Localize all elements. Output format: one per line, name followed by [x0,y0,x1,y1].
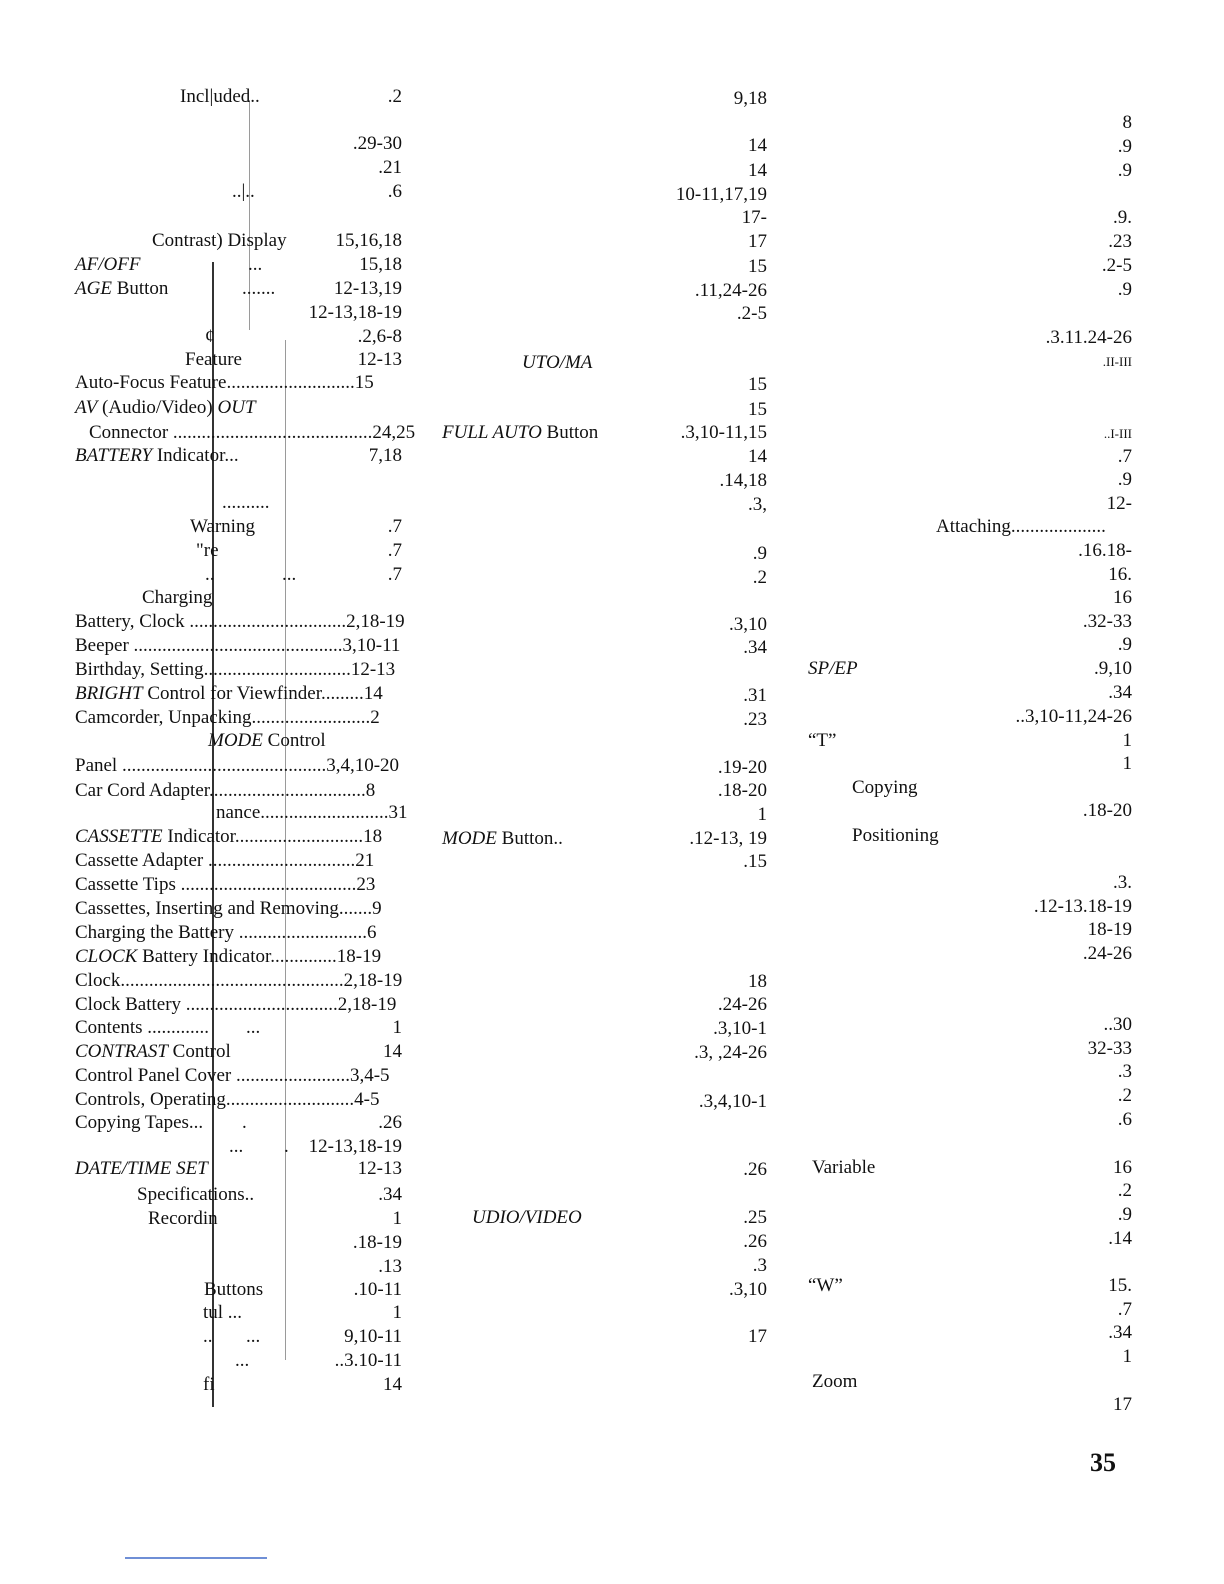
index-entry-text: .. [203,1326,213,1347]
index-entry-text: .7 [1117,1299,1132,1320]
index-entry-text: .9 [1117,1204,1132,1225]
index-entry-text: 9,10-11 [344,1326,402,1347]
index-entry-text: .9,10 [1094,658,1132,679]
index-entry-text: .12-13.18-19 [1033,896,1132,917]
index-entry-text: ... [248,254,263,275]
index-entry-text: .26 [743,1231,767,1252]
index-entry-text: .3,10-1 [713,1018,767,1039]
index-entry-text: .31 [743,685,767,706]
index-entry-text: .14,18 [719,470,767,491]
index-entry-text: 17 [748,231,767,252]
index-entry-text: 15. [1108,1275,1132,1296]
index-entry-text: .34 [1108,682,1132,703]
index-entry-text: tul ... [203,1302,243,1323]
index-entry-text: .7 [1117,446,1132,467]
index-entry-text: .7 [387,564,402,585]
index-entry-text: Birthday, Setting...............................12-13 [75,659,396,680]
index-entry-text: 12-13 [357,349,402,370]
index-entry-text: 17 [1113,1394,1132,1415]
index-entry-text: Beeper ............................................3,10-11 [75,635,401,656]
index-entry-text: Specifications.. [137,1184,255,1205]
index-entry-text: CASSETTE Indicator...........................18 [75,826,383,847]
index-entry-text: Auto-Focus Feature...........................15 [75,372,374,393]
index-entry-text: .24-26 [1082,943,1132,964]
index-entry-text: .3,10-11,15 [680,422,767,443]
footer-link-underline [125,1557,267,1559]
index-entry-text: 1 [757,804,767,825]
index-entry-text: fi [203,1374,215,1395]
index-entry-text: ..30 [1103,1014,1132,1035]
index-entry-text: . [284,1136,289,1157]
index-entry-text: .34 [378,1184,402,1205]
index-entry-text: CLOCK Battery Indicator..............18-19 [75,946,382,967]
index-entry-text: ..I-III [1103,426,1132,441]
index-entry-text: 14 [383,1374,402,1395]
index-entry-text: Copying Tapes... [75,1112,204,1133]
index-entry-text: BRIGHT Control for Viewfinder.........14 [75,683,383,704]
index-entry-text: .34 [743,637,767,658]
index-entry-text: .2,6-8 [357,326,402,347]
index-entry-text: .32-33 [1082,611,1132,632]
index-entry-text: .6 [387,181,402,202]
index-entry-text: Battery, Clock .................................2,18-19 [75,611,405,632]
index-entry-text: UTO/MA [522,352,593,373]
index-entry-text: .16.18- [1078,540,1132,561]
index-entry-text: 14 [748,135,767,156]
index-entry-text: BATTERY Indicator... [75,445,239,466]
index-entry-text: .......... [222,492,270,513]
index-entry-text: .13 [378,1256,402,1277]
index-entry-text: ..3.10-11 [334,1350,402,1371]
index-entry-text: 8 [1122,112,1132,133]
index-entry-text: Variable [812,1157,876,1178]
index-entry-text: 14 [748,446,767,467]
index-entry-text: UDIO/VIDEO [472,1207,582,1228]
index-entry-text: 1 [392,1208,402,1229]
index-entry-text: Feature [185,349,242,370]
index-entry-text: 15,18 [359,254,402,275]
index-entry-text: .. [205,564,215,585]
index-entry-text: .9 [1117,160,1132,181]
index-entry-text: 1 [392,1302,402,1323]
index-entry-text: Car Cord Adapter.................................8 [75,780,376,801]
index-entry-text: .23 [1108,231,1132,252]
index-entry-text: .34 [1108,1322,1132,1343]
index-entry-text: Cassette Tips .....................................23 [75,874,376,895]
index-entry-text: .26 [378,1112,402,1133]
index-entry-text: .2-5 [736,303,767,324]
index-entry-text: CONTRAST Control [75,1041,231,1062]
index-entry-text: .25 [743,1207,767,1228]
index-entry-text: .7 [387,516,402,537]
index-entry-text: .11,24-26 [694,280,767,301]
index-entry-text: Contents ............. [75,1017,210,1038]
index-entry-text: Attaching.................... [936,516,1106,537]
index-entry-text: .3 [1117,1061,1132,1082]
index-entry-text: 1 [1122,730,1132,751]
index-entry-text: 18-19 [1087,919,1132,940]
index-entry-text: Buttons [204,1279,264,1300]
index-entry-text: 16 [1113,1157,1132,1178]
index-entry-text: 17- [741,207,767,228]
index-entry-text: .2-5 [1101,255,1132,276]
index-entry-text: Cassette Adapter ...............................21 [75,850,375,871]
index-entry-text: nance...........................31 [216,802,408,823]
index-entry-text: Cassettes, Inserting and Removing.......9 [75,898,382,919]
index-entry-text: 1 [1122,1346,1132,1367]
index-entry-text: 14 [748,160,767,181]
index-entry-text: .3,10 [729,1279,767,1300]
index-entry-text: .19-20 [717,757,767,778]
index-entry-text: ... [229,1136,244,1157]
index-entry-text: ... [282,564,297,585]
index-entry-text: 12-13,18-19 [308,302,402,323]
index-entry-text: ... [235,1350,250,1371]
index-entry-text: 12-13,19 [333,278,402,299]
index-entry-text: 15 [748,374,767,395]
index-entry-text: .II-III [1102,354,1132,369]
index-entry-text: Charging [142,587,213,608]
index-entry-text: Connector ..........................................24,25 [89,422,416,443]
index-entry-text: Incl|uded.. [180,86,260,107]
index-entry-text: Clock...............................................2,18-19 [75,970,403,991]
index-entry-text: Zoom [812,1371,858,1392]
index-entry-text: .29-30 [352,133,402,154]
index-entry-text: Warning [190,516,255,537]
index-entry-text: ... [246,1017,261,1038]
index-entry-text: Control Panel Cover ........................3,4-5 [75,1065,390,1086]
index-entry-text: .3 [752,1255,767,1276]
index-entry-text: Contrast) Display [152,230,287,251]
index-entry-text: .21 [378,157,402,178]
index-entry-text: SP/EP [808,658,858,679]
index-entry-text: .24-26 [717,994,767,1015]
index-entry-text: Positioning [852,825,939,846]
index-entry-text: Panel ...........................................3,4,10-20 [75,755,400,776]
index-entry-text: .3, ,24-26 [694,1042,767,1063]
index-entry-text: .23 [743,709,767,730]
index-entry-text: .7 [387,540,402,561]
index-entry-text: 1 [1122,753,1132,774]
index-entry-text: .9 [1117,279,1132,300]
index-entry-text: .9. [1113,207,1132,228]
index-entry-text: 12- [1106,493,1132,514]
index-entry-text: ....... [242,278,276,299]
index-entry-text: Charging the Battery ...........................6 [75,922,377,943]
index-entry-text: Camcorder, Unpacking.........................2 [75,707,380,728]
index-entry-text: .18-20 [717,780,767,801]
index-entry-text: 32-33 [1087,1038,1132,1059]
index-entry-text: 7,18 [368,445,402,466]
index-entry-text: .2 [387,86,402,107]
index-entry-text: AF/OFF [75,254,141,275]
index-entry-text: AGE Button [75,278,169,299]
index-entry-text: DATE/TIME SET [75,1158,208,1179]
index-entry-text: .3, [748,494,767,515]
index-entry-text: FULL AUTO Button [442,422,599,443]
index-entry-text: .2 [752,567,767,588]
index-entry-text: .2 [1117,1085,1132,1106]
index-entry-text: ..|.. [232,181,255,202]
index-entry-text: .9 [1117,634,1132,655]
index-entry-text: .18-19 [352,1232,402,1253]
index-entry-text: 17 [748,1326,767,1347]
index-entry-text: 16 [1113,587,1132,608]
index-entry-text: .12-13, 19 [689,828,767,849]
index-entry-text: 12-13 [357,1158,402,1179]
index-entry-text: 14 [383,1041,402,1062]
index-entry-text: MODE Control [208,730,326,751]
index-entry-text: 15,16,18 [335,230,402,251]
index-entry-text: 15 [748,256,767,277]
index-entry-text: 16. [1108,564,1132,585]
index-entry-text: “T” [808,730,837,751]
index-entry-text: .14 [1108,1228,1132,1249]
index-entry-text: Copying [852,777,918,798]
index-entry-text: .3.11.24-26 [1045,327,1132,348]
index-entry-text: . [242,1112,247,1133]
index-entry-text: “W” [808,1275,843,1296]
index-entry-text: Clock Battery ................................2,18-19 [75,994,397,1015]
index-entry-text: 1 [392,1017,402,1038]
index-entry-text: MODE Button.. [442,828,563,849]
index-entry-text: .15 [743,851,767,872]
index-entry-text: 10-11,17,19 [675,184,767,205]
index-entry-text: 9,18 [733,88,767,109]
index-entry-text: .9 [752,543,767,564]
index-entry-text: 12-13,18-19 [308,1136,402,1157]
index-entry-text: Controls, Operating...........................4-5 [75,1089,380,1110]
index-entry-text: .2 [1117,1180,1132,1201]
index-entry-text: .3,4,10-1 [698,1091,767,1112]
index-entry-text: AV (Audio/Video) OUT [75,397,256,418]
index-entry-text: "re [196,540,219,561]
index-entry-text: ¢ [205,326,215,347]
index-entry-text: .10-11 [353,1279,402,1300]
page-number: 35 [1090,1448,1116,1477]
index-entry-text: .3. [1113,872,1132,893]
index-entry-text: .6 [1117,1109,1132,1130]
index-entry-text: .9 [1117,136,1132,157]
index-entry-text: .26 [743,1159,767,1180]
index-entry-text: .18-20 [1082,800,1132,821]
index-entry-text: 15 [748,399,767,420]
index-entry-text: Recordin [148,1208,218,1229]
index-entry-text: .3,10 [729,614,767,635]
index-entry-text: 18 [748,971,767,992]
index-entry-text: .9 [1117,469,1132,490]
index-entry-text: ..3,10-11,24-26 [1015,706,1132,727]
index-entry-text: ... [246,1326,261,1347]
